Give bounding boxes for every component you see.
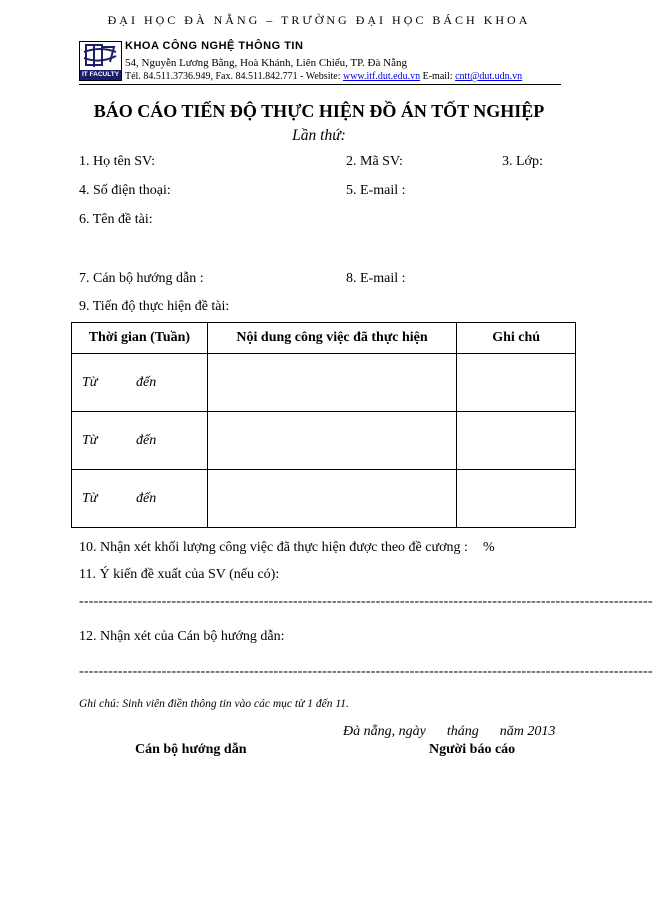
time-cell <box>72 354 208 412</box>
dotted-line-1: ---------------------------------------------------------------------------------------------------------------------- <box>79 594 653 609</box>
advisor-field: 7. Cán bộ hướng dẫn : <box>79 271 204 286</box>
note-cell[interactable] <box>457 412 576 470</box>
content-cell[interactable] <box>207 354 456 412</box>
from-label: Từ <box>82 374 98 390</box>
to-label: đến <box>136 374 157 390</box>
university-name: ĐẠI HỌC ĐÀ NẴNG – TRƯỜNG ĐẠI HỌC BÁCH KHOA <box>107 13 531 27</box>
dotted-line-2: ---------------------------------------------------------------------------------------------------------------------- <box>79 664 653 679</box>
content-cell[interactable] <box>207 412 456 470</box>
footnote: Ghi chú: Sinh viên điền thông tin vào các mục từ 1 đến 11. <box>79 698 349 710</box>
student-id-field: 2. Mã SV: <box>346 154 403 169</box>
note-cell[interactable] <box>457 354 576 412</box>
advisor-comment: 12. Nhận xét của Cán bộ hướng dẫn: <box>79 629 285 644</box>
from-label: Từ <box>82 490 98 506</box>
to-label: đến <box>136 490 157 506</box>
student-name-field: 1. Họ tên SV: <box>79 154 155 169</box>
faculty-address: 54, Nguyễn Lương Bằng, Hoà Khánh, Liên Chiểu, TP. Đà Nẵng <box>125 57 407 69</box>
logo-caption: IT FACULTY <box>81 71 120 78</box>
email-field-2: 8. E-mail : <box>346 271 406 286</box>
table-header-row <box>72 323 576 354</box>
faculty-name: KHOA CÔNG NGHỆ THÔNG TIN <box>125 40 304 52</box>
website-link[interactable]: www.itf.dut.edu.vn <box>342 71 421 82</box>
email-link[interactable]: cntt@dut.udn.vn <box>455 71 523 82</box>
topic-field: 6. Tên đề tài: <box>79 212 153 227</box>
it-logo-icon <box>80 42 121 70</box>
from-label: Từ <box>82 432 98 448</box>
table-row <box>72 470 576 528</box>
report-subtitle: Lần thứ: <box>292 127 346 144</box>
workload-comment: 10. Nhận xét khối lượng công việc đã thực hiện được theo đề cương : <box>79 540 468 555</box>
to-label: đến <box>136 432 157 448</box>
class-field: 3. Lớp: <box>502 154 543 169</box>
faculty-contact <box>125 71 522 82</box>
header-time: Thời gian (Tuần) <box>72 323 208 354</box>
progress-field: 9. Tiến độ thực hiện đề tài: <box>79 299 230 314</box>
advisor-signature-label: Cán bộ hướng dẫn <box>135 742 247 757</box>
phone-field: 4. Số điện thoại: <box>79 183 171 198</box>
report-title: BÁO CÁO TIẾN ĐỘ THỰC HIỆN ĐỒ ÁN TỐT NGHIỆP <box>93 101 545 121</box>
note-cell[interactable] <box>457 470 576 528</box>
progress-table <box>71 322 576 528</box>
email-field-1: 5. E-mail : <box>346 183 406 198</box>
time-cell <box>72 412 208 470</box>
content-cell[interactable] <box>207 470 456 528</box>
date-line: Đà nẵng, ngày tháng năm 2013 <box>343 724 556 739</box>
reporter-signature-label: Người báo cáo <box>429 742 516 757</box>
student-suggestion: 11. Ý kiến đề xuất của SV (nếu có): <box>79 567 280 582</box>
time-cell <box>72 470 208 528</box>
header-content: Nội dung công việc đã thực hiện <box>207 323 456 354</box>
faculty-logo <box>79 41 122 81</box>
table-row <box>72 354 576 412</box>
header-note: Ghi chú <box>457 323 576 354</box>
header-divider <box>79 84 561 85</box>
phone-fax-text: Tél. 84.511.3736.949, Fax. 84.511.842.771 - Website: <box>125 71 341 82</box>
email-label: E-mail: <box>422 71 453 82</box>
workload-percent: % <box>483 540 495 555</box>
table-row <box>72 412 576 470</box>
